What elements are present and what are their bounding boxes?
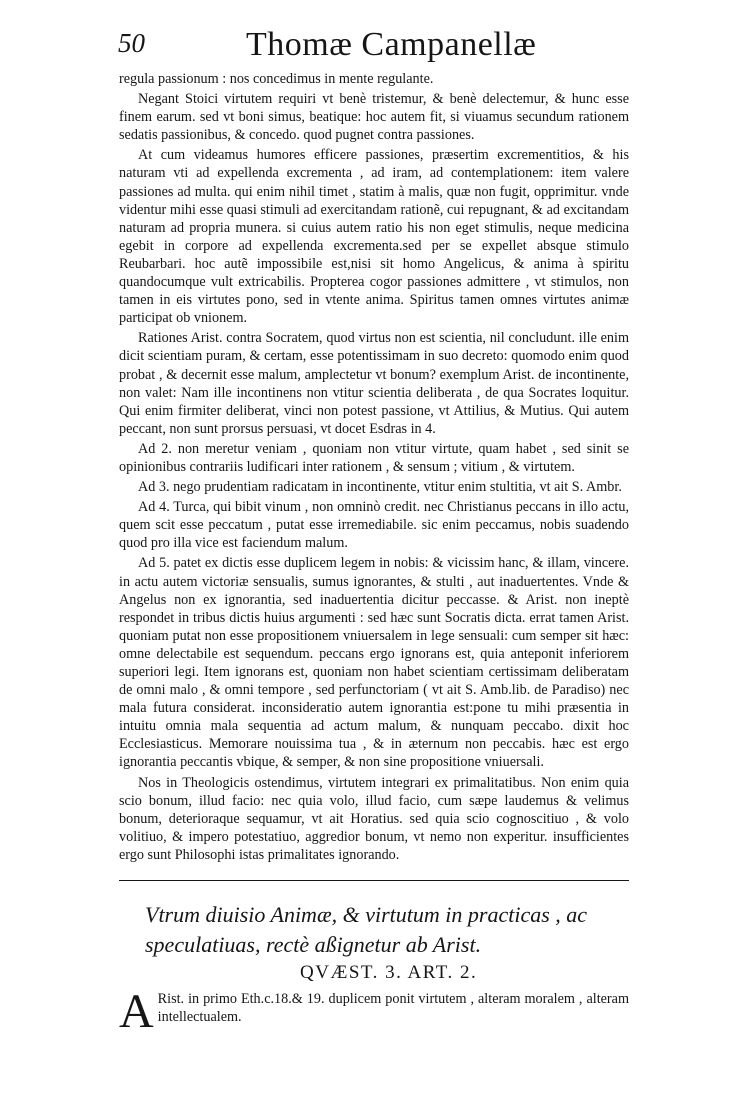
- paragraph-3: Rationes Arist. contra Socratem, quod virtus non est scientia, nil concludunt. ille enim dicit scientiam puram, & certam, esse potentissimam in suo decreto: quomodo enim quod probat , & decernit esse malum, amplectetur vt bonum? exemplum Arist. de incontinente, non valet: Nam ille incontinens non vtitur scientia deliberata , de qua Socrates loquitur. Qui enim firmiter deliberat, vinci non potest passione, vt Attilius, & Mutius. Qui autem peccant, non sunt prorsus persuasi, vt docet Esdras in 4.: [119, 330, 629, 437]
- paragraph-4: Ad 2. non meretur veniam , quoniam non vtitur virtute, quam habet , sed sinit se opinionibus contrariis ludificari inter rationem , & sensum ; vitium , & virtutem.: [119, 440, 629, 475]
- article-body: [119, 985, 629, 1038]
- article-text: Rist. in primo Eth.c.18.& 19. duplicem ponit virtutem , alteram moralem , alteram intellectualem.: [157, 991, 629, 1026]
- body-text: [119, 70, 629, 866]
- paragraph-6: Ad 4. Turca, qui bibit vinum , non omninò credit. nec Christianus peccans in illo actu, quem scit esse peccatum , putat esse irremediabile. sic enim peccamus, nobis suadendo quod pro illa vice est faciendum malum.: [119, 499, 629, 552]
- paragraph-1: Negant Stoici virtutem requiri vt benè tristemur, & benè delectemur, & hunc esse finem earum. sed vt boni simus, beatique: hoc autem fit, si viuamus secundum rationem sedatis passionibus, & concedo. quod pugnet contra passiones.: [119, 91, 629, 144]
- section-divider: [119, 880, 629, 881]
- paragraph-2: At cum videamus humores efficere passiones, præsertim excrementitios, & his naturam vti ad expellenda excrementa , ad iram, ad contemplationem: item valere passiones ad multa. qui enim nihil timet , statim à malis, quæ non fugit, opprimitur. vnde videntur mihi esse quasi stimuli ad exercitandam rationẽ, cui repugnant, & ad excitandam naturam ad propria munera. si cuius autem ratio his non eget stimulis, neque medicina egebit in corpore ad expellenda excrementa.sed per se expellet absque stimulo Reubarbari. hoc autẽ impossibile est,nisi sit homo Angelicus, & anima à spiritu quandocumque vult extricabilis. Propterea cogor passiones admittere , vt stimulos, non tamen in eis virtutes pono, sed in vtente anima. Spiritus tamen omnes virtutes animæ participat ob vnionem.: [119, 147, 629, 327]
- paragraph-7: Ad 5. patet ex dictis esse duplicem legem in nobis: & vicissim hanc, & illam, vincere. in actu autem victoriæ sensualis, sumus ignorantes, & stulti , aut inaduertentes. Vnde & Angelus non ex ignorantia, sed inaduertentia dicitur peccasse. & Arist. non ineptè respondet in tribus dictis huius argumenti : sed hæc sunt Socratis dicta. errat tamen Arist. quoniam putat non esse propositionem vniuersalem in lege sensuali: cum semper sit hæc: omne delectabile est sequendum. peccans ergo ignorans est, quia anteponit inferiorem superiori legi. Item ignorans est, quoniam non habet scientiam certissimam deliberatam de omni malo , & omni tempore , sed perfunctoriam ( vt ait S. Amb.lib. de Paradiso) nec mala futura considerat. inconsideratio autem ignorantia est:pone tu mihi præsentia in intuitu omnia mala sequentia ad actum malum, & nunquam peccabo. dixit hoc Ecclesiasticus. Memorare nouissima tua , & in æternum non peccabis. hæc est ergo ignorantia peccantis vbique, & semper, & non sine propositione vniuersali.: [119, 555, 629, 771]
- drop-cap: A: [119, 985, 154, 1038]
- paragraph-0: regula passionum : nos concedimus in mente regulante.: [119, 71, 434, 87]
- paragraph-8: Nos in Theologicis ostendimus, virtutem integrari ex primalitatibus. Non enim quia scio bonum, illud facio: nec quia volo, illud facio, cum sæpe laudemus & velimus bonum, deterioraque sequamur, vt ait Horatius. sed quia scio cognoscitiuo , & volo volitiuo, & impero potestatiuo, aggredior bonum, vt nemo non experitur. insufficientes ergo sunt Philosophi istas primalitates ignorando.: [119, 774, 629, 863]
- running-title: Thomæ Campanellæ: [246, 26, 537, 63]
- question-label: QVÆST. 3. ART. 2.: [300, 962, 478, 983]
- section-title: Vtrum diuisio Animæ, & virtutum in practicas , ac speculatiuas, rectè aßignetur ab Arist.: [145, 902, 588, 957]
- page-number: 50: [118, 28, 145, 58]
- paragraph-5: Ad 3. nego prudentiam radicatam in incontinente, vtitur enim stultitia, vt ait S. Ambr.: [138, 479, 622, 496]
